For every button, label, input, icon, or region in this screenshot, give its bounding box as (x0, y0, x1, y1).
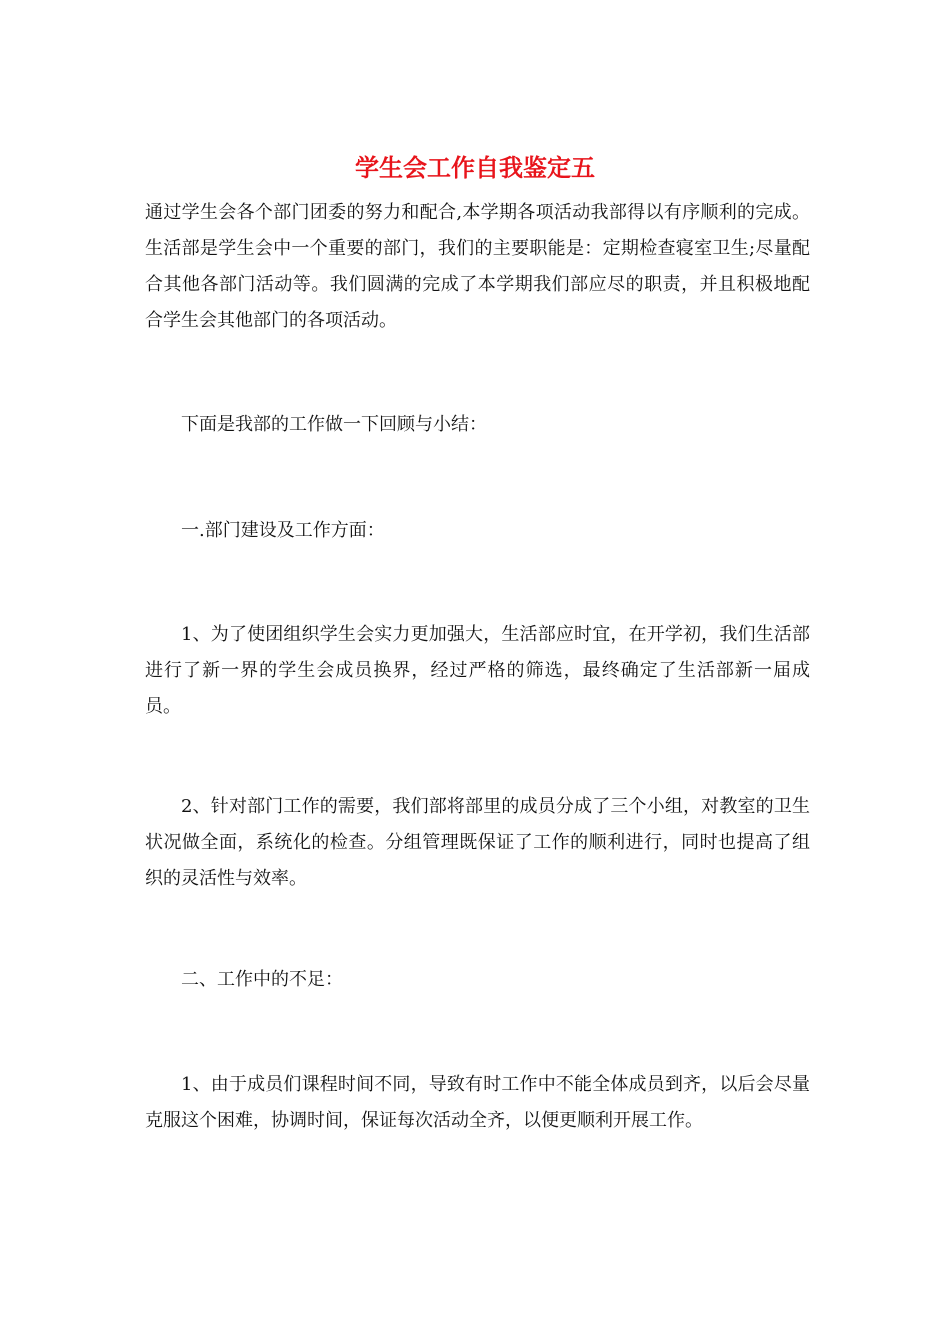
intro-paragraph: 通过学生会各个部门团委的努力和配合,本学期各项活动我部得以有序顺利的完成。生活部是学生会中一个重要的部门，我们的主要职能是：定期检查寝室卫生;尽量配合其他各部门活动等。我们圆满的完成了本学期我们部应尽的职责，并且积极地配合学生会其他部门的各项活动。 (145, 202, 810, 331)
section-1-item-1: 1、为了使团组织学生会实力更加强大，生活部应时宜，在开学初，我们生活部进行了新一界的学生会成员换界，经过严格的筛选，最终确定了生活部新一届成员。 (145, 624, 810, 717)
section-2-heading: 二、工作中的不足： (181, 969, 343, 990)
section-1-heading: 一.部门建设及工作方面： (181, 520, 385, 541)
document-title: 学生会工作自我鉴定五 (355, 153, 595, 182)
section-2-item-1: 1、由于成员们课程时间不同，导致有时工作中不能全体成员到齐，以后会尽量克服这个困难，协调时间，保证每次活动全齐，以便更顺利开展工作。 (145, 1074, 810, 1131)
review-paragraph: 下面是我部的工作做一下回顾与小结： (181, 414, 487, 435)
section-1-item-2: 2、针对部门工作的需要，我们部将部里的成员分成了三个小组，对教室的卫生状况做全面，系统化的检查。分组管理既保证了工作的顺利进行，同时也提高了组织的灵活性与效率。 (145, 796, 810, 889)
